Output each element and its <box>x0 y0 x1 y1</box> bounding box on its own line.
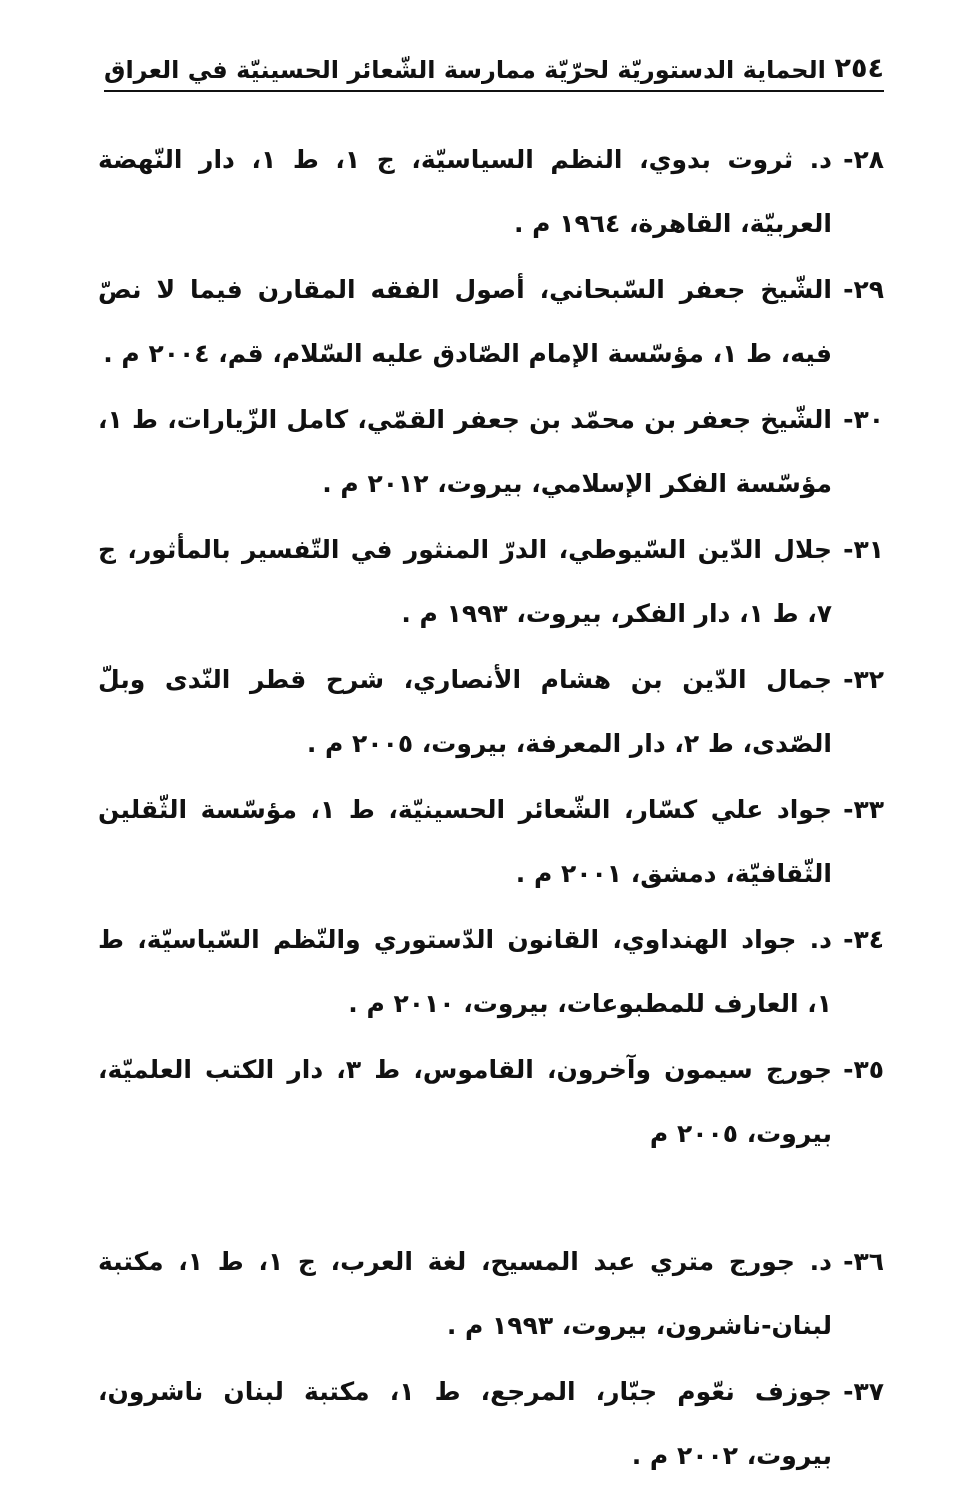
reference-number: ٣٠- <box>843 405 884 434</box>
reference-number: ٣٢- <box>843 665 884 694</box>
reference-entry-32 <box>98 648 884 776</box>
reference-entry-29 <box>98 258 884 386</box>
reference-number: ٣٥- <box>843 1055 884 1084</box>
reference-text: جورج سيمون وآخرون، القاموس، ط ٣، دار الكتب العلميّة، بيروت، ٢٠٠٥ م <box>98 1055 832 1148</box>
reference-number: ٣٤- <box>843 925 884 954</box>
reference-text: د. ثروت بدوي، النظم السياسيّة، ج ١، ط ١، دار النّهضة العربيّة، القاهرة، ١٩٦٤ م . <box>98 145 833 238</box>
reference-text: د. جواد الهنداوي، القانون الدّستوري والنّظم السّياسيّة، ط ١، العارف للمطبوعات، بيروت، ٢٠١٠ م . <box>98 925 832 1018</box>
reference-text: جمال الدّين بن هشام الأنصاري، شرح قطر النّدى وبلّ الصّدى، ط ٢، دار المعرفة، بيروت، ٢٠٠٥ م . <box>98 665 832 758</box>
reference-number: ٢٨- <box>843 145 884 174</box>
reference-entry-28 <box>98 128 884 256</box>
reference-number: ٣١- <box>843 535 884 564</box>
reference-number: ٣٦- <box>843 1247 884 1276</box>
reference-text: جوزف نعّوم جبّار، المرجع، ط ١، مكتبة لبنان ناشرون، بيروت، ٢٠٠٢ م . <box>98 1377 832 1470</box>
reference-text: الشّيخ جعفر السّبحاني، أصول الفقه المقارن فيما لا نصّ فيه، ط ١، مؤسّسة الإمام الصّادق عليه السّلام، قم، ٢٠٠٤ م . <box>98 275 832 368</box>
reference-entry-30 <box>98 388 884 516</box>
page-number: ٢٥٤ <box>834 53 884 84</box>
reference-entry-31 <box>98 518 884 646</box>
running-title: الحماية الدستوريّة لحرّيّة ممارسة الشّعائر الحسينيّة في العراق <box>104 56 826 84</box>
reference-number: ٣٧- <box>843 1377 884 1406</box>
reference-text: جلال الدّين السّيوطي، الدرّ المنثور في التّفسير بالمأثور، ج ٧، ط ١، دار الفكر، بيروت، ١٩٩٣ م . <box>98 535 832 628</box>
bibliography-list <box>98 128 884 1490</box>
page-header <box>104 42 884 92</box>
reference-entry-37 <box>98 1360 884 1488</box>
reference-text: جواد علي كسّار، الشّعائر الحسينيّة، ط ١، مؤسّسة الثّقلين الثّقافيّة، دمشق، ٢٠٠١ م . <box>98 795 832 888</box>
reference-entry-36 <box>98 1230 884 1358</box>
reference-entry-35 <box>98 1038 884 1166</box>
reference-entry-33 <box>98 778 884 906</box>
reference-number: ٢٩- <box>843 275 884 304</box>
reference-entry-34 <box>98 908 884 1036</box>
reference-text: الشّيخ جعفر بن محمّد بن جعفر القمّي، كامل الزّيارات، ط ١، مؤسّسة الفكر الإسلامي، بيروت، ٢٠١٢ م . <box>98 405 832 498</box>
reference-text: د. جورج متري عبد المسيح، لغة العرب، ج ١، ط ١، مكتبة لبنان-ناشرون، بيروت، ١٩٩٣ م . <box>98 1247 832 1340</box>
reference-number: ٣٣- <box>843 795 884 824</box>
